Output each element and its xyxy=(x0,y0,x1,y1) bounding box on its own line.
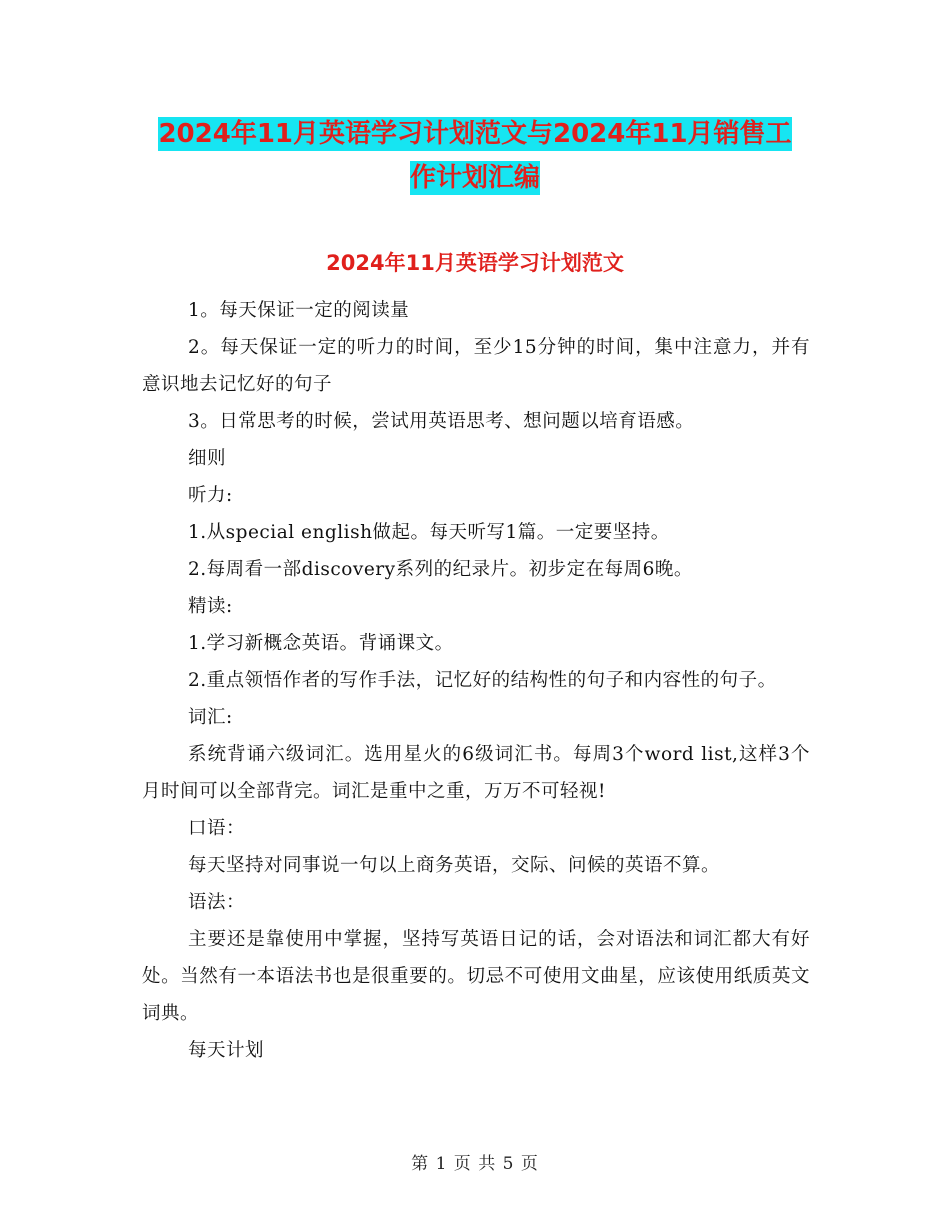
paragraph: 3。日常思考的时候，尝试用英语思考、想问题以培育语感。 xyxy=(188,411,695,432)
paragraph: 1。每天保证一定的阅读量 xyxy=(188,300,410,321)
document-title xyxy=(142,112,808,200)
paragraph: 1.从special english做起。每天听写1篇。一定要坚持。 xyxy=(188,522,670,543)
paragraph: 口语： xyxy=(188,818,246,839)
paragraph: 每天计划 xyxy=(188,1040,265,1061)
document-title-line-1: 2024年11月英语学习计划范文与2024年11月销售工 xyxy=(158,119,792,149)
document-title-line-2: 作计划汇编 xyxy=(409,163,540,193)
paragraph: 1.学习新概念英语。背诵课文。 xyxy=(188,633,454,654)
section-title: 2024年11月英语学习计划范文 xyxy=(326,251,624,275)
paragraph: 听力: xyxy=(188,485,233,506)
paragraph: 语法： xyxy=(188,892,246,913)
paragraph: 词汇: xyxy=(188,707,233,728)
paragraph: 主要还是靠使用中掌握，坚持写英语日记的话，会对语法和词汇都大有好处。当然有一本语法书也是很重要的。切忌不可使用文曲星，应该使用纸质英文词典。 xyxy=(142,929,810,1024)
paragraph: 2。每天保证一定的听力的时间，至少15分钟的时间，集中注意力，并有意识地去记忆好的句子 xyxy=(142,337,810,395)
paragraph: 2.重点领悟作者的写作手法，记忆好的结构性的句子和内容性的句子。 xyxy=(188,670,777,691)
paragraph: 精读: xyxy=(188,596,233,617)
paragraph: 每天坚持对同事说一句以上商务英语，交际、问候的英语不算。 xyxy=(188,855,721,876)
paragraph: 细则 xyxy=(188,448,227,469)
document-body xyxy=(142,292,810,1069)
paragraph: 系统背诵六级词汇。选用星火的6级词汇书。每周3个word list,这样3个月时间可以全部背完。词汇是重中之重，万万不可轻视! xyxy=(142,744,810,802)
page-footer: 第 1 页 共 5 页 xyxy=(411,1154,539,1174)
paragraph: 2.每周看一部discovery系列的纪录片。初步定在每周6晚。 xyxy=(188,559,693,580)
